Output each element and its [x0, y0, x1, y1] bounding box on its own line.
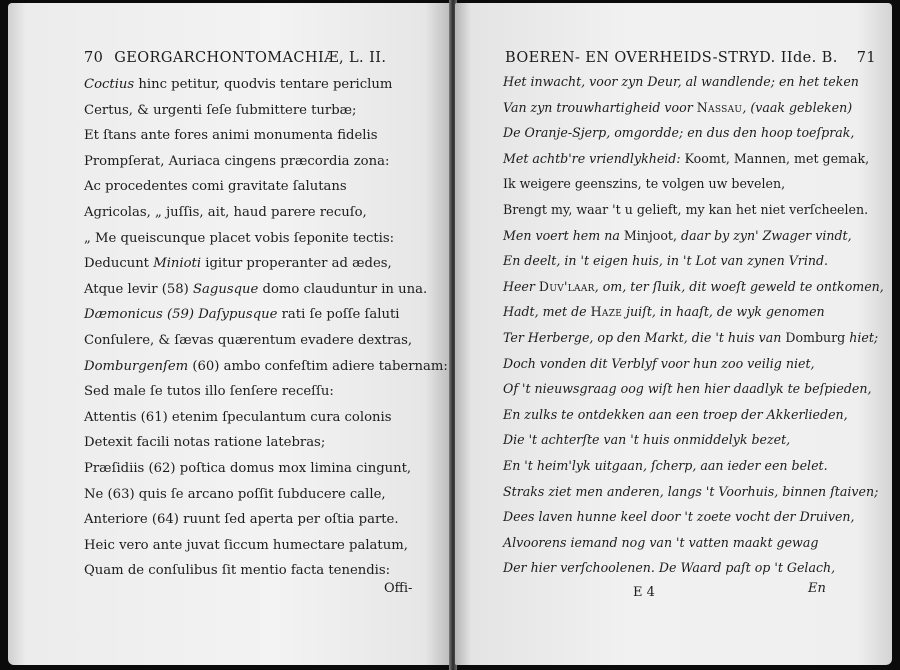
right-line-text: Van zyn trouwhartigheid voor — [503, 99, 697, 115]
left-catchword: Offi- — [384, 581, 413, 596]
left-line-text: igitur properanter ad ædes, — [201, 256, 392, 272]
left-line-text: Agricolas, „ juſſis, ait, haud parere recuſo, — [84, 205, 367, 220]
left-line-text: Ne (63) quis ſe arcano poſſit ſubducere calle, — [84, 486, 386, 502]
signature-mark: E 4 — [633, 585, 655, 600]
right-verse-line — [503, 125, 854, 140]
left-line-text: Ac procedentes comi gravitate ſalutans — [84, 179, 347, 195]
left-line-text: Atque levir (58) — [84, 281, 193, 297]
left-verse-line — [84, 563, 390, 578]
right-line-text: Ik weigere geenszins, te volgen uw bevelen, — [503, 176, 786, 192]
left-line-text: Et ſtans ante fores animi monumenta fidelis — [84, 128, 378, 144]
right-line-text: Minjoot, — [619, 227, 682, 243]
right-line-text: Doch vonden dit Verblyf voor hun zoo veilig niet, — [503, 355, 815, 371]
right-line-text: Domburg — [781, 330, 850, 345]
left-line-text: Deducunt — [84, 256, 154, 272]
left-verse-line — [84, 77, 392, 92]
left-line-text: rati ſe poſſe ſaluti — [277, 307, 400, 323]
right-line-text: Die 't achterſte van 't huis onmiddelyk bezet, — [503, 432, 791, 448]
right-catchword: En — [808, 581, 826, 596]
right-line-text: Brengt my, waar 't u gelieft, my kan het niet verſcheelen. — [503, 202, 869, 217]
left-page — [8, 3, 452, 665]
left-line-text: Coctius — [84, 77, 135, 92]
right-line-text: Hadt, met de — [503, 304, 591, 320]
right-line-text: En zulks te ontdekken aan een troep der Akkerlieden, — [503, 406, 848, 422]
right-running-title: BOEREN- EN OVERHEIDS-STRYD. IIde. B. — [505, 50, 838, 66]
left-verse-line — [84, 103, 357, 118]
right-line-text: De Oranje-Sjerp, omgordde; en dus den hoop toeſprak, — [503, 125, 855, 141]
right-verse-line — [503, 432, 790, 447]
left-line-text: Sed male ſe tutos illo ſenſere receſſu: — [84, 384, 334, 400]
left-verse-line — [84, 384, 334, 399]
right-line-text: , (vaak gebleken) — [742, 99, 853, 115]
right-verse-line — [503, 484, 878, 499]
left-verse-line — [84, 333, 412, 348]
right-verse-line — [503, 407, 848, 422]
right-line-text: Met achtb're vriendlykheid: — [503, 150, 681, 166]
left-verse-line — [84, 307, 400, 322]
right-verse-line — [503, 100, 852, 115]
right-verse-line — [503, 176, 785, 191]
right-running-head — [505, 50, 876, 66]
right-page-number: 71 — [856, 50, 876, 66]
right-line-text: Het inwacht, voor zyn Deur, al wandlende; en het teken — [503, 74, 859, 89]
left-verse-line — [84, 205, 367, 220]
right-line-text: En 't heim'lyk uitgaan, ſcherp, aan ieder een belet. — [503, 458, 828, 473]
right-line-text: Men voert hem na — [503, 227, 620, 243]
left-page-number: 70 — [84, 50, 104, 66]
left-line-text: (60) ambo confeſtim adiere tabernam: — [188, 358, 448, 374]
left-line-text: Attentis (61) etenim ſpeculantum cura colonis — [84, 409, 392, 425]
left-line-text: Certus, & urgenti ſeſe ſubmittere turbæ; — [84, 102, 357, 118]
left-verse-line — [84, 231, 394, 246]
right-verse-line — [503, 228, 852, 243]
right-line-text: Haze — [590, 304, 623, 320]
left-line-text: „ Me queiscunque placet vobis ſeponite tectis: — [84, 230, 395, 246]
right-line-text: Of 't nieuwsgraag oog wiſt hen hier daadlyk te beſpieden, — [503, 381, 872, 397]
right-verse-line — [503, 356, 815, 371]
right-verse-line — [503, 458, 828, 473]
left-verse-line — [84, 410, 392, 425]
right-line-text: Duv'laar — [538, 278, 595, 294]
left-line-text: Conſulere, & ſævas quærentum evadere dextras, — [84, 333, 413, 348]
left-line-text: Dæmonicus (59) Daſypusque — [84, 307, 278, 323]
left-running-title: GEORGARCHONTOMACHIÆ, L. II. — [114, 50, 387, 66]
right-line-text: Heer — [503, 278, 539, 294]
right-line-text: daar by zyn' Zwager vindt, — [681, 227, 852, 243]
left-line-text: Præſidiis (62) poſtica domus mox limina cingunt, — [84, 461, 412, 476]
right-verse-line — [503, 330, 878, 345]
right-verse-line — [503, 253, 828, 268]
right-verse-line — [503, 509, 855, 524]
left-verse-line — [84, 154, 389, 169]
right-verse-line — [503, 535, 818, 550]
right-line-text: Alvoorens iemand nog van 't vatten maakt gewag — [503, 534, 819, 550]
right-verse-line — [503, 560, 835, 575]
right-verse-line — [503, 74, 859, 89]
right-line-text: , om, ter ſluik, dit woeſt geweld te ontkomen, — [594, 278, 884, 294]
left-line-text: Sagusque — [192, 281, 259, 297]
right-verse-line — [503, 151, 869, 166]
left-verse-line — [84, 359, 448, 374]
right-verse-line — [503, 381, 871, 396]
right-line-text: Koomt, Mannen, met gemak, — [680, 150, 870, 166]
right-line-text: Straks ziet men anderen, langs 't Voorhuis, binnen ſtaiven; — [503, 483, 879, 499]
right-line-text: juiſt, in haaſt, de wyk genomen — [622, 304, 825, 320]
left-line-text: Heic vero ante juvat ſiccum humectare palatum, — [84, 537, 408, 553]
right-line-text: Der hier verſchoolenen. De Waard paſt op 't Gelach, — [503, 560, 836, 576]
right-line-text: En deelt, in 't eigen huis, in 't Lot van zynen Vrind. — [503, 253, 829, 269]
right-line-text: Dees laven hunne keel door 't zoete vocht der Druiven, — [503, 509, 855, 525]
right-verse-line — [503, 202, 868, 217]
left-line-text: Detexit facili notas ratione latebras; — [84, 435, 326, 451]
left-verse-line — [84, 512, 399, 527]
left-verse-line — [84, 487, 386, 502]
left-verse-line — [84, 282, 427, 297]
left-line-text: Prompſerat, Auriaca cingens præcordia zona: — [84, 153, 390, 169]
right-line-text: hiet; — [849, 330, 879, 345]
left-verse-line — [84, 256, 392, 271]
right-verse-line — [503, 304, 825, 319]
left-line-text: Minioti — [153, 256, 202, 272]
left-running-head — [84, 50, 386, 66]
right-line-text: Ter Herberge, op den Markt, die 't huis van — [503, 330, 782, 345]
left-verse-line — [84, 538, 408, 553]
left-verse-line — [84, 179, 347, 194]
left-verse-line — [84, 461, 411, 476]
left-line-text: Anteriore (64) ruunt ſed aperta per oſtia parte. — [84, 512, 399, 528]
right-line-text: Nassau — [696, 99, 743, 115]
left-line-text: hinc petitur, quodvis tentare periclum — [134, 77, 393, 92]
right-verse-line — [503, 279, 884, 294]
right-page — [455, 3, 892, 665]
left-line-text: domo clauduntur in una. — [258, 281, 428, 297]
left-line-text: Domburgenſem — [84, 358, 189, 374]
left-verse-line — [84, 435, 325, 450]
left-verse-line — [84, 128, 377, 143]
left-line-text: Quam de conſulibus ſit mentio facta tenendis: — [84, 563, 391, 579]
